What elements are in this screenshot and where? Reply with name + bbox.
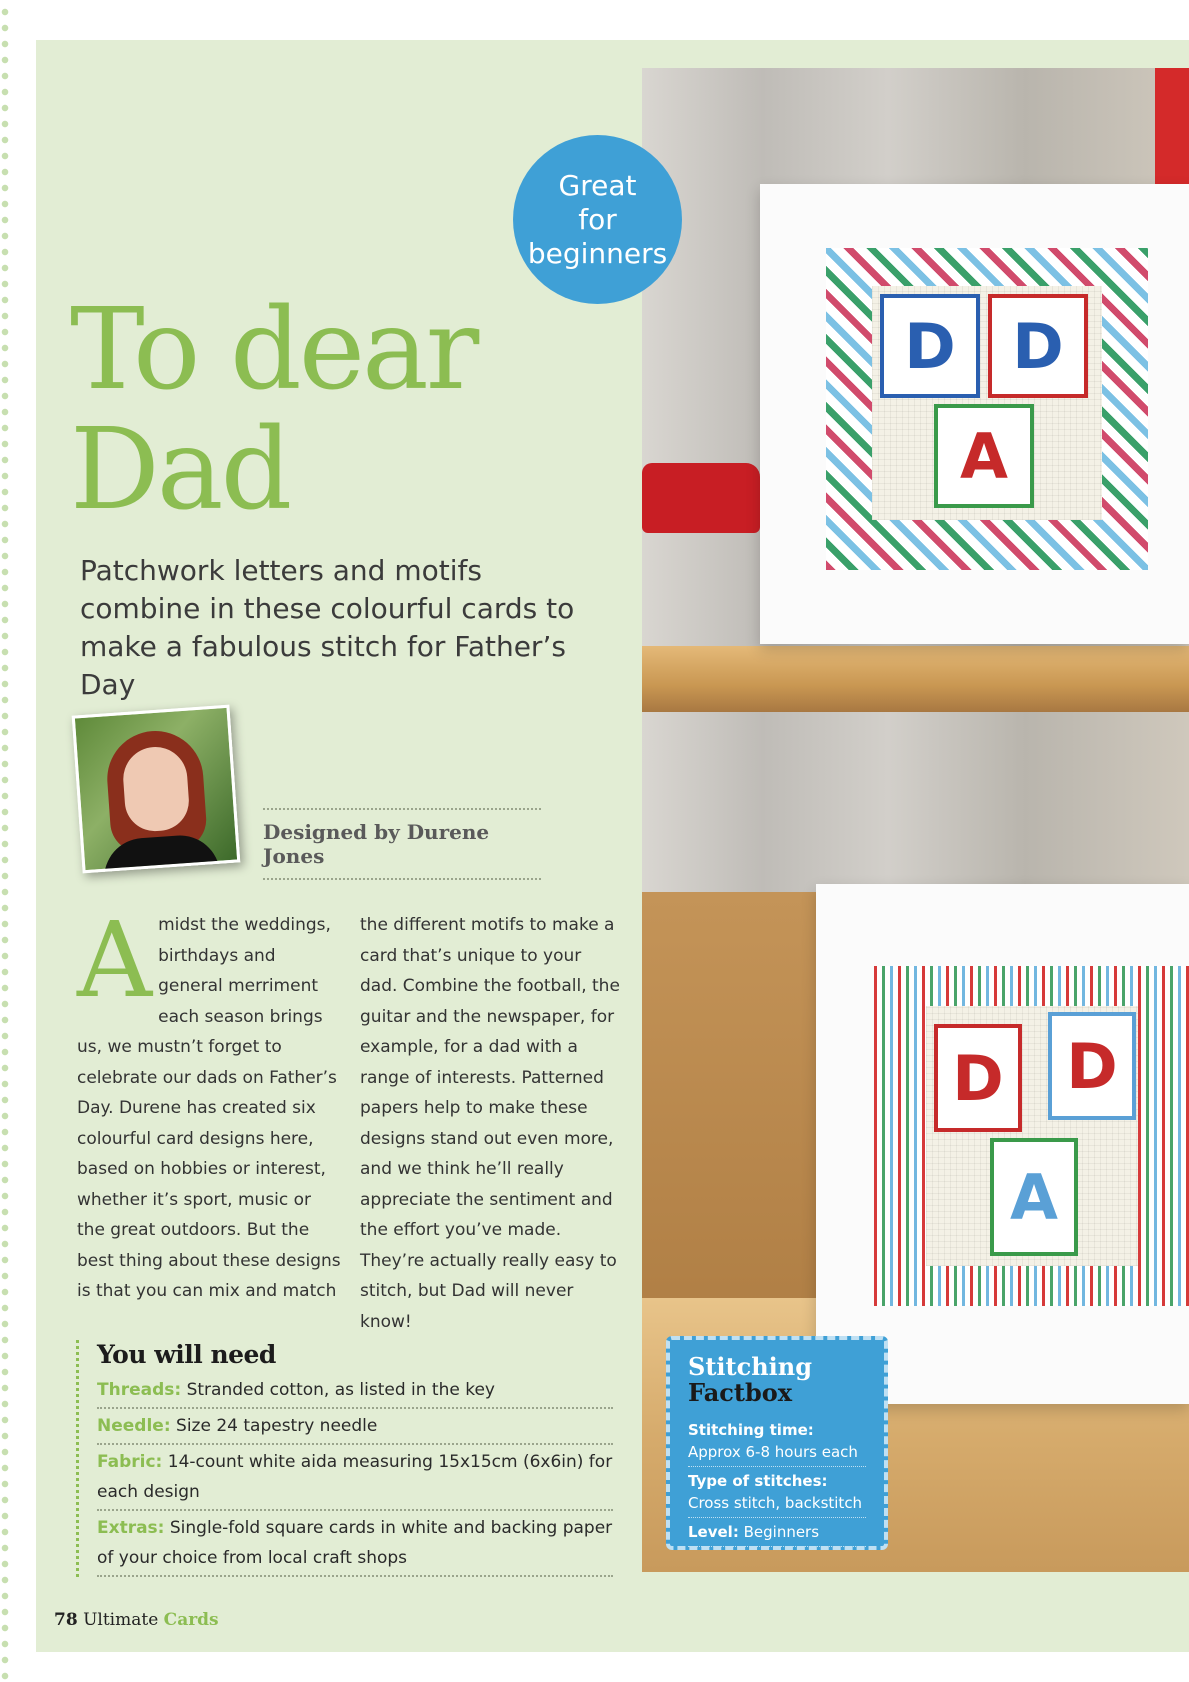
fact-label: Level: [688,1523,739,1541]
title-line-1: To dear [70,285,477,415]
letter-a-tile: A [934,404,1034,508]
need-item-extras [97,1511,613,1577]
badge-line: Great [558,168,637,202]
letter-d-tile: D [934,1024,1022,1132]
magazine-name-accent: Cards [163,1610,219,1630]
need-text: Size 24 tapestry needle [176,1416,378,1436]
article-standfirst: Patchwork letters and motifs combine in these colourful cards to make a fabulous stitch for Father’s Day [80,554,575,701]
fact-label: Stitching time: [688,1421,814,1439]
fact-value: Beginners [743,1523,820,1541]
photo-shelf-upper [642,646,1189,712]
you-will-need-box [76,1340,613,1577]
letter-d-tile: D [988,294,1088,398]
fact-value: Cross stitch, backstitch [688,1494,863,1512]
letter-d-tile: D [880,294,980,398]
drop-cap: A [77,899,153,1021]
need-item-threads [97,1373,613,1409]
body-column-1 [77,899,343,1307]
aida-panel [926,1006,1138,1266]
need-item-needle [97,1409,613,1445]
designer-credit: Designed by Durene Jones [263,808,541,880]
need-text: 14-count white aida measuring 15x15cm (6x6in) for each design [97,1452,613,1502]
you-will-need-heading: You will need [97,1340,276,1369]
striped-frame-diagonal [826,248,1148,570]
letter-a-tile: A [990,1138,1078,1256]
letter-d-tile: D [1048,1012,1136,1120]
factbox-title-line-1: Stitching [688,1352,813,1381]
article-title [70,285,477,535]
fact-value: Approx 6-8 hours each [688,1443,858,1461]
card-top [760,184,1189,644]
beginners-badge [513,135,682,304]
portrait-face [121,745,191,833]
need-item-fabric [97,1445,613,1511]
designer-portrait [72,705,241,874]
striped-frame-vertical [874,966,1189,1306]
need-label: Needle: [97,1416,171,1436]
page-footer [54,1610,219,1630]
fact-label: Type of stitches: [688,1472,828,1490]
body-column-2: the different motifs to make a card that’s unique to your dad. Combine the football, the guitar and the newspaper, for example, for a dad with a range of interests. Patterned papers help to make these designs stand out even more, and we think he’ll really appreciate the sentiment and the effort you’ve made. They’re actually really easy to stitch, but Dad will never know! [360,915,620,1332]
need-label: Extras: [97,1518,165,1538]
aida-panel [872,286,1102,520]
need-text: Single-fold square cards in white and backing paper of your choice from local craft shops [97,1518,613,1568]
dotted-page-edge [0,0,10,1682]
fact-stitching-time [688,1416,866,1467]
fact-level [688,1518,866,1547]
card-bottom [816,884,1189,1404]
page-number: 78 [54,1610,78,1630]
fact-stitch-types [688,1467,866,1518]
body-text-1: midst the weddings, birthdays and general merriment each season brings us, we mustn’t forget to celebrate our dads on Father’s Day. Durene has created six colourful card designs here, based on hobbies or interest, whether it’s sport, music or the great outdoors. But the best thing about these designs is that you can mix and match [77,915,341,1301]
badge-line: for [578,202,617,236]
need-label: Fabric: [97,1452,163,1472]
magazine-name: Ultimate [83,1610,159,1630]
factbox-title [688,1354,866,1406]
stitching-factbox [666,1336,888,1550]
badge-line: beginners [527,236,668,270]
factbox-title-line-2: Factbox [688,1378,793,1407]
need-label: Threads: [97,1380,182,1400]
need-text: Stranded cotton, as listed in the key [186,1380,495,1400]
title-line-2: Dad [70,405,290,535]
toy-car-image [642,463,760,533]
